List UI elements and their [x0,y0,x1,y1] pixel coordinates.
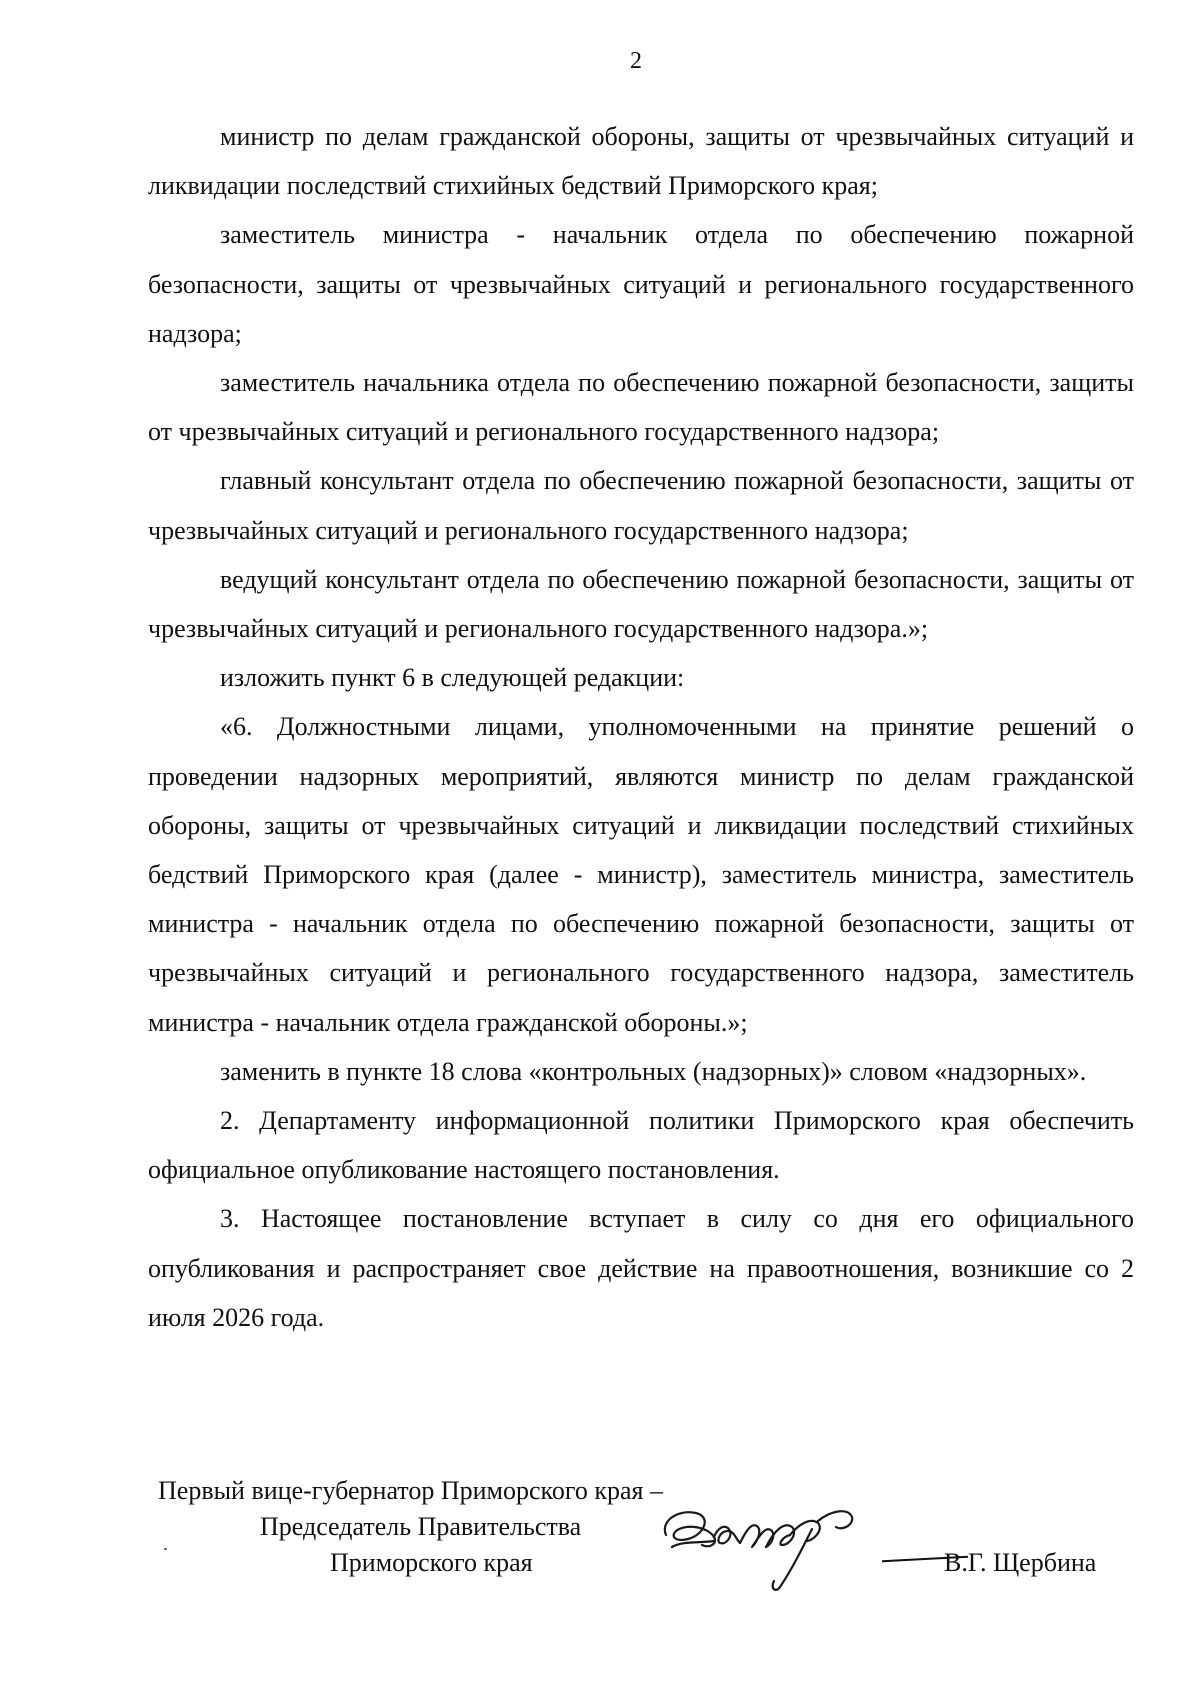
signatory-name: В.Г. Щербина [944,1548,1097,1577]
paragraph-chief-consultant: главный консультант отдела по обеспечению пожарной безопасности, защиты от чрезвычайных ситуаций и регионального государственного надзора; [148,466,1134,545]
paragraph-amend-item-6: изложить пункт 6 в следующей редакции: [220,663,685,693]
signatory-position-line3: Приморского края [330,1548,533,1577]
paragraph-publication: 2. Департаменту информационной политики Приморского края обеспечить официальное опубликование настоящего постановления. [148,1106,1134,1185]
signatory-position-line2: Председатель Правительства [260,1512,582,1541]
paragraph-minister: министр по делам гражданской обороны, защиты от чрезвычайных ситуаций и ликвидации последствий стихийных бедствий Приморского края; [148,122,1134,201]
page-number: 2 [630,48,642,74]
paragraph-entry-into-force: 3. Настоящее постановление вступает в силу со дня его официального опубликования и распространяет свое действие на правоотношения, возникшие со 2 июля 2026 года. [148,1204,1134,1332]
paragraph-item-6-text: «6. Должностными лицами, уполномоченными на принятие решений о проведении надзорных мероприятий, являются министр по делам гражданской обороны, защиты от чрезвычайных ситуаций и ликвидации последствий стихийных бедствий Приморского края (далее - министр), заместитель министра, заместитель министра - начальник отдела по обеспечению пожарной безопасности, защиты от чрезвычайных ситуаций и регионального государственного надзора, заместитель министра - начальник отдела гражданской обороны.»; [148,712,1134,1037]
scan-speck [164,1548,167,1550]
paragraph-replace-item-18: заменить в пункте 18 слова «контрольных (надзорных)» словом «надзорных». [220,1056,1087,1086]
paragraph-leading-consultant: ведущий консультант отдела по обеспечению пожарной безопасности, защиты от чрезвычайных ситуаций и регионального государственного надзора.»; [148,564,1134,644]
paragraph-deputy-head: заместитель начальника отдела по обеспечению пожарной безопасности, защиты от чрезвычайных ситуаций и регионального государственного надзора; [148,368,1134,447]
signatory-position-line1: Первый вице-губернатор Приморского края – [158,1476,663,1505]
paragraph-deputy-minister-head: заместитель министра - начальник отдела по обеспечению пожарной безопасности, защиты от чрезвычайных ситуаций и регионального государственного надзора; [148,220,1134,348]
document-body [148,112,1134,1342]
handwritten-signature [652,1491,882,1601]
signature-block [158,1473,1138,1613]
